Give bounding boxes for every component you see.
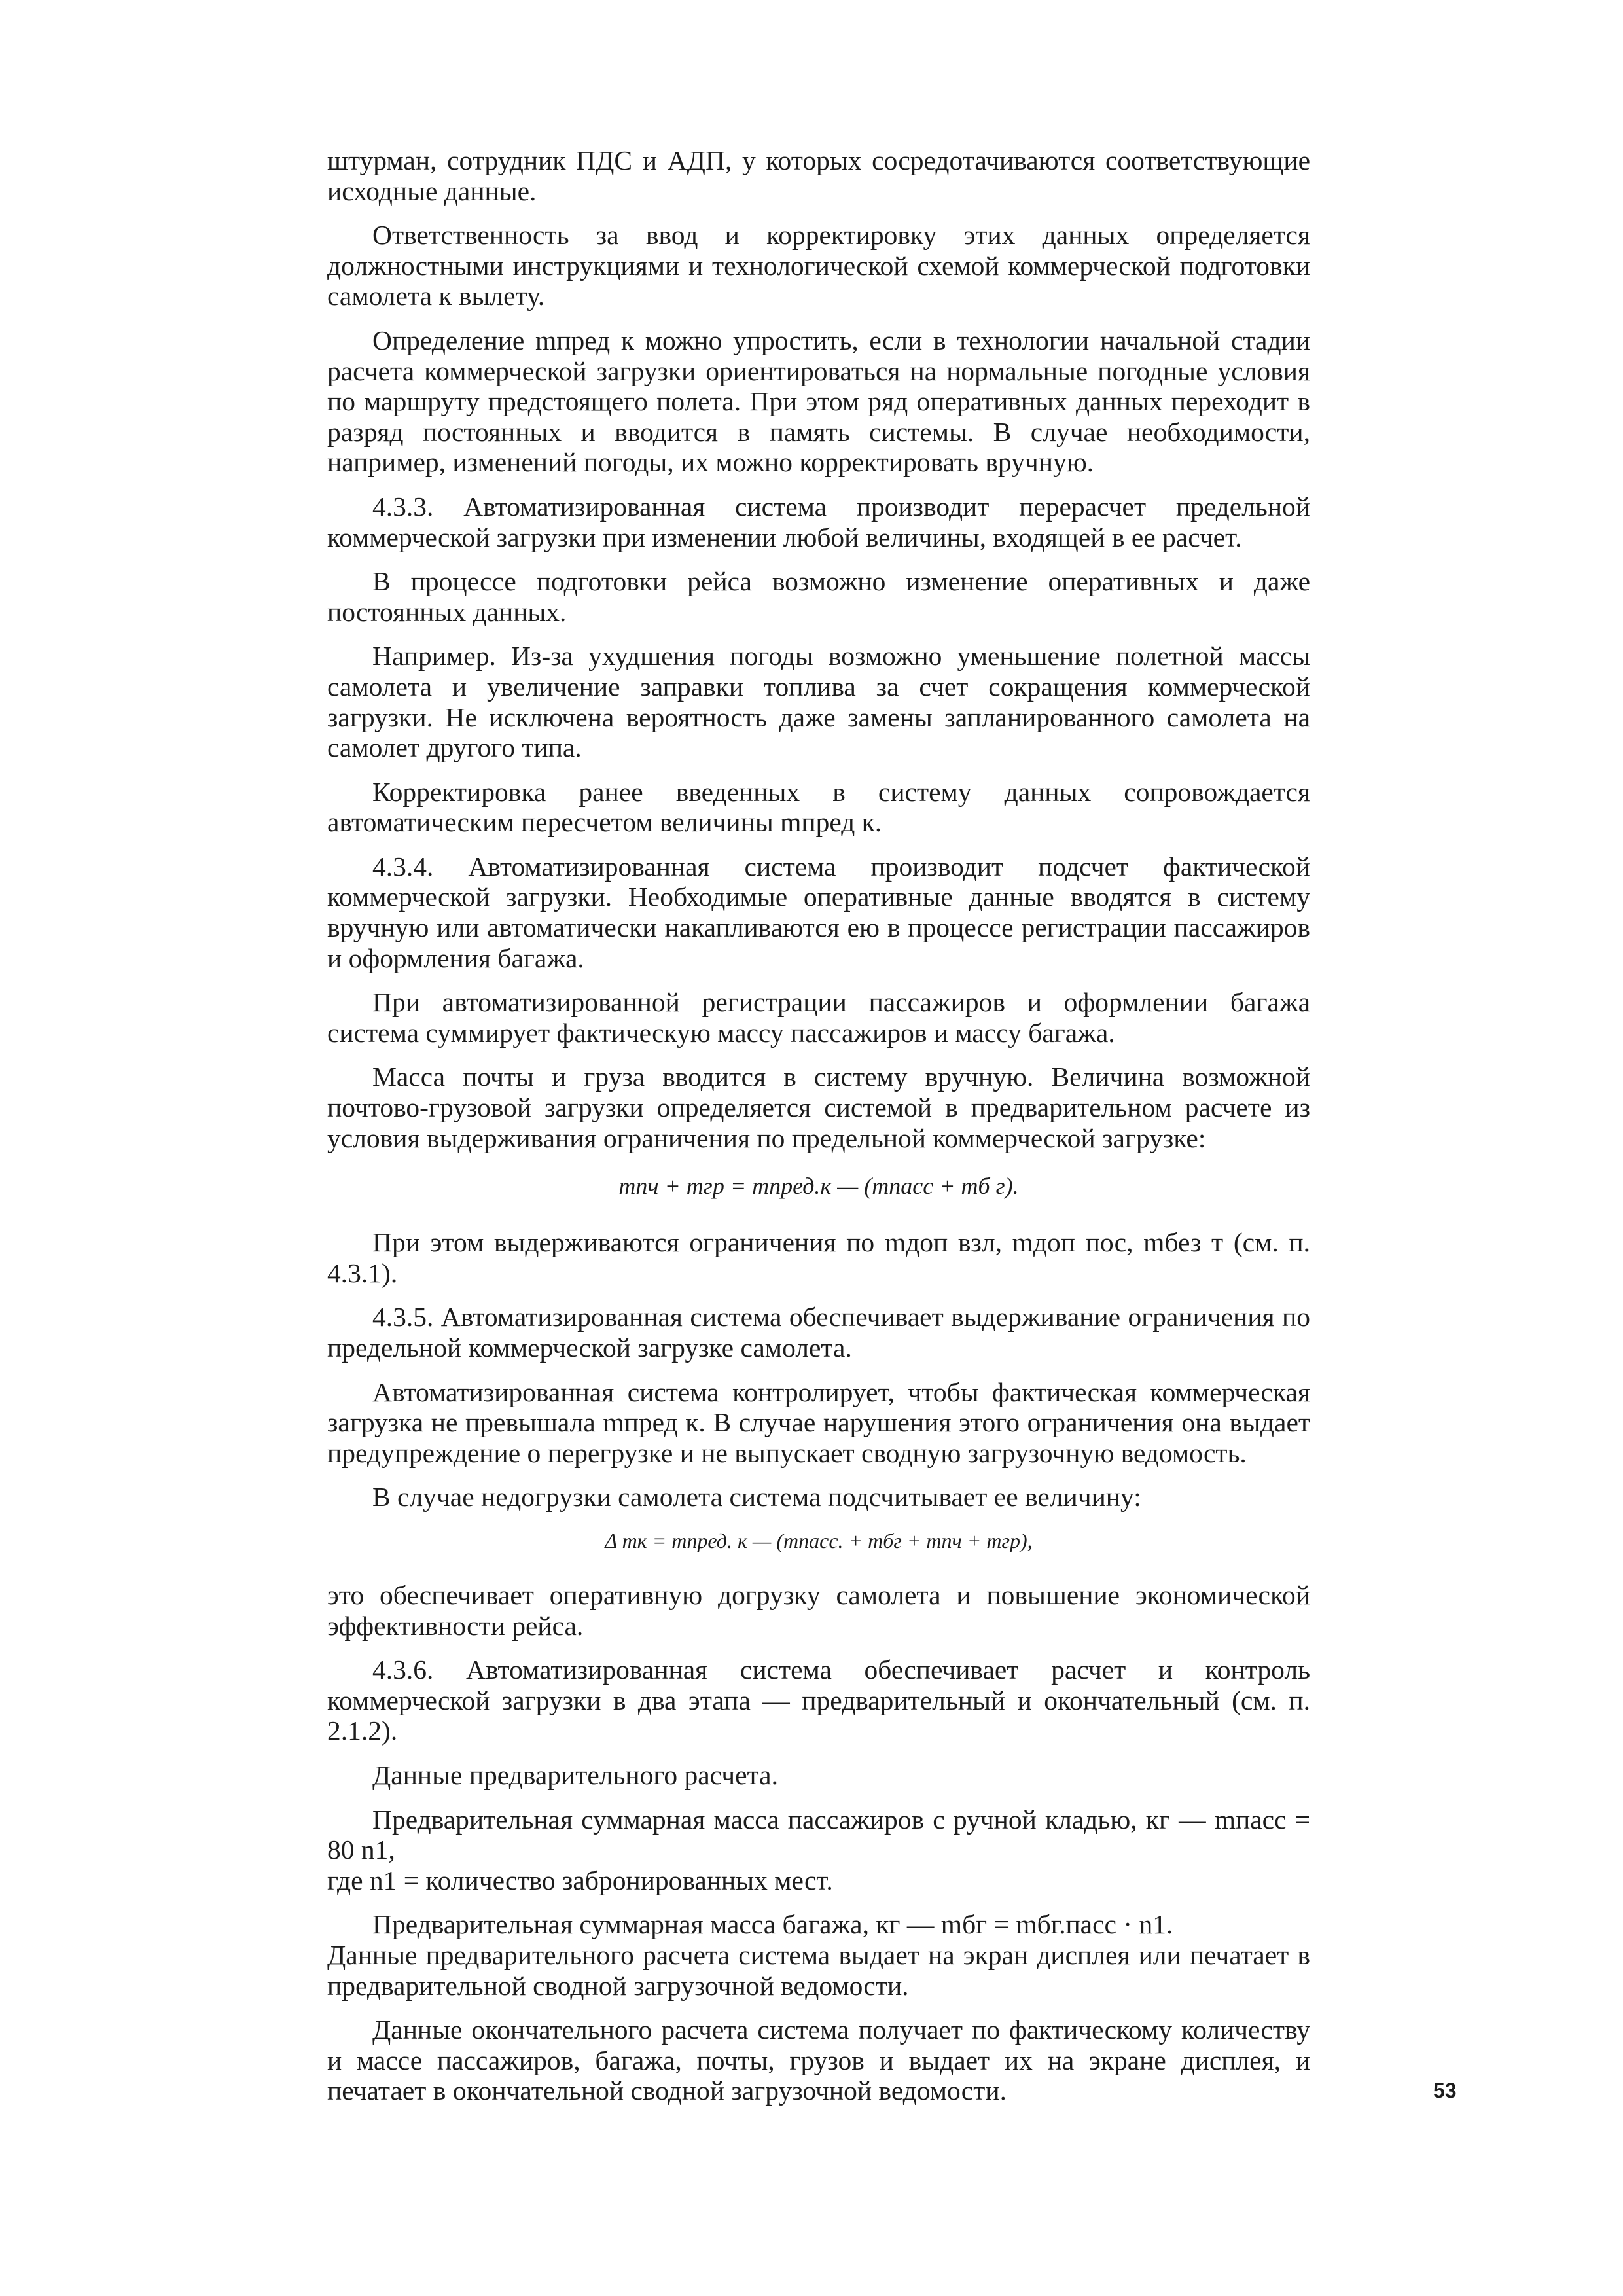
paragraph: Данные предварительного расчета. <box>372 1759 778 1790</box>
section-4-3-4: 4.3.4. Автоматизированная система производит подсчет фактической коммерческой загрузки. Необходимые оперативные данные вводятся в систему вручную или автоматически накапливаются ею в процессе регистрации пассажиров и оформления багажа. <box>327 851 1310 973</box>
page-body <box>327 145 1310 2120</box>
page-number: 53 <box>1433 2079 1457 2102</box>
paragraph: Например. Из-за ухудшения погоды возможно уменьшение полетной массы самолета и увеличение заправки топлива за счет сокращения коммерческой загрузки. Не исключена вероятность даже замены запланированного самолета на самолет другого типа. <box>327 641 1310 763</box>
formula-mail-cargo: mпч + mгр = mпред.к — (mпасс + mб г). <box>618 1173 1019 1200</box>
paragraph: Ответственность за ввод и корректировку этих данных определяется должностными инструкциями и технологической схемой коммерческой подготовки самолета к вылету. <box>327 220 1310 312</box>
section-4-3-3: 4.3.3. Автоматизированная система производит перерасчет предельной коммерческой загрузки при изменении любой величины, входящей в ее расчет. <box>327 491 1310 552</box>
paragraph: Автоматизированная система контролирует, чтобы фактическая коммерческая загрузка не превышала mпред к. В случае нарушения этого ограничения она выдает предупреждение о перегрузке и не выпускает сводную загрузочную ведомость. <box>327 1376 1310 1468</box>
paragraph: В случае недогрузки самолета система подсчитывает ее величину: <box>372 1482 1141 1513</box>
paragraph: штурман, сотрудник ПДС и АДП, у которых сосредотачиваются соответствующие исходные данные. <box>327 145 1310 206</box>
paragraph: Масса почты и груза вводится в систему вручную. Величина возможной почтово-грузовой загрузки определяется системой в предварительном расчете из условия выдерживания ограничения по предельной коммерческой загрузке: <box>327 1062 1310 1153</box>
paragraph: Корректировка ранее введенных в систему данных сопровождается автоматическим пересчетом величины mпред к. <box>327 776 1310 838</box>
section-4-3-6: 4.3.6. Автоматизированная система обеспечивает расчет и контроль коммерческой загрузки в два этапа — предварительный и окончательный (см. п. 2.1.2). <box>327 1655 1310 1746</box>
paragraph: При автоматизированной регистрации пассажиров и оформлении багажа система суммирует фактическую массу пассажиров и массу багажа. <box>327 987 1310 1048</box>
paragraph: где n1 = количество забронированных мест. <box>327 1865 833 1895</box>
paragraph: Данные окончательного расчета система получает по фактическому количеству и массе пассажиров, багажа, почты, грузов и выдает их на экране дисплея, и печатает в окончательной сводной загрузочной ведомости. <box>327 2015 1310 2106</box>
paragraph: Определение mпред к можно упростить, если в технологии начальной стадии расчета коммерческой загрузки ориентироваться на нормальные погодные условия по маршруту предстоящего полета. При этом ряд оперативных данных переходит в разряд постоянных и вводится в память системы. В случае необходимости, например, изменений погоды, их можно корректировать вручную. <box>327 325 1310 478</box>
paragraph: Предварительная суммарная масса пассажиров с ручной кладью, кг — mпасс = 80 n1, <box>327 1804 1310 1865</box>
paragraph: В процессе подготовки рейса возможно изменение оперативных и даже постоянных данных. <box>327 566 1310 627</box>
section-4-3-5: 4.3.5. Автоматизированная система обеспечивает выдерживание ограничения по предельной коммерческой загрузке самолета. <box>327 1302 1310 1363</box>
paragraph: это обеспечивает оперативную догрузку самолета и повышение экономической эффективности рейса. <box>327 1579 1310 1641</box>
paragraph: Данные предварительного расчета система выдает на экран дисплея или печатает в предварительной сводной загрузочной ведомости. <box>327 1939 1310 2001</box>
paragraph: При этом выдерживаются ограничения по mдоп взл, mдоп пос, mбез т (см. п. 4.3.1). <box>327 1227 1310 1288</box>
paragraph: Предварительная суммарная масса багажа, кг — mбг = mбг.пасс · n1. <box>372 1909 1173 1940</box>
formula-underload: Δ mк = mпред. к — (mпасс. + mбг + mпч + mгр), <box>605 1528 1033 1552</box>
